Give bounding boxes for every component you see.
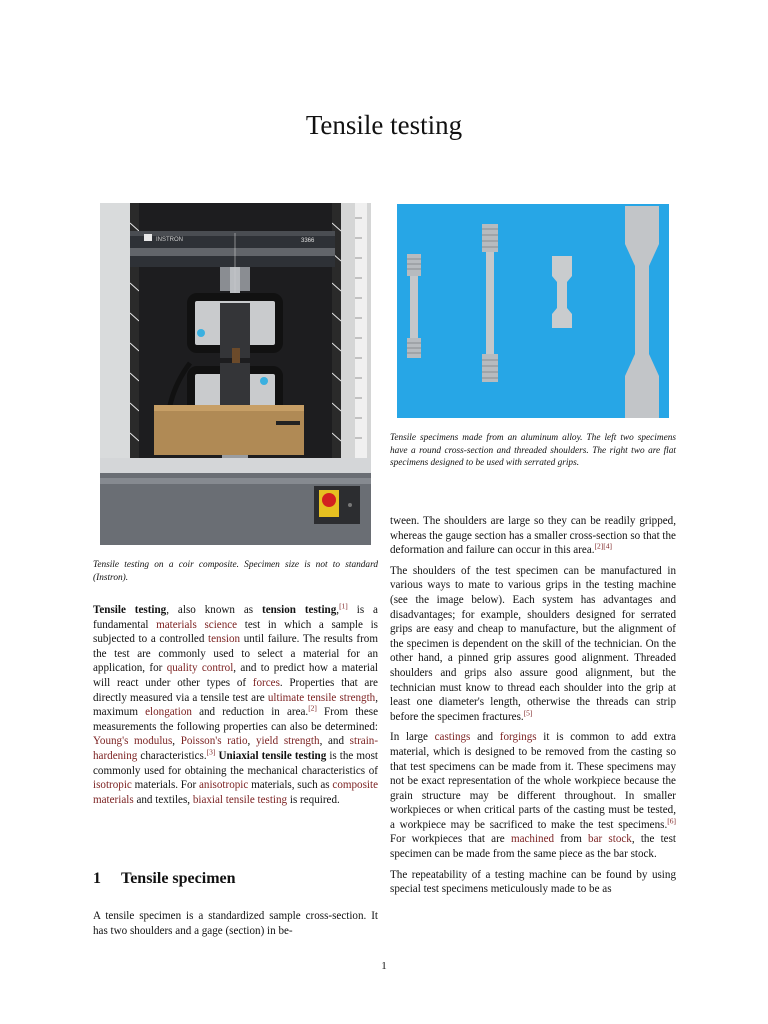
machine-brand-label: INSTRON [156, 237, 183, 243]
term-tension-testing: tension testing [262, 604, 337, 616]
ultimate-tensile-strength-link[interactable]: ultimate tensile strength [267, 691, 376, 704]
intro-text: test in which a sample is subjected to a controlled [93, 618, 378, 646]
paragraph-text: In large [390, 731, 435, 744]
castings-link[interactable]: castings [434, 731, 471, 744]
right-paragraph-4: The repeatability of a testing machine can be found by using special test specimens meticulously made to be as [390, 868, 676, 896]
right-paragraph-3 [390, 730, 676, 861]
tensile-machine-photo [100, 203, 371, 545]
intro-text: , [247, 735, 256, 748]
strain-hardening-link[interactable]: strain-hardening [93, 735, 379, 762]
section-number: 1 [93, 870, 101, 887]
right-column [390, 514, 676, 897]
intro-text: . Properties that are directly measured via a tensile test are [93, 676, 378, 704]
ref-5-link[interactable]: [5] [523, 708, 533, 718]
section1-paragraph: A tensile specimen is a standardized sample cross-section. It has two shoulders and a gage (section) in be- [93, 910, 378, 937]
intro-text: until failure. The results from the test are commonly used to select a material for an application, for [93, 633, 378, 675]
intro-text: and textiles, [133, 793, 193, 806]
quality-control-link[interactable]: quality control [166, 662, 234, 675]
ref-2-link[interactable]: [2] [308, 703, 317, 713]
materials-science-link[interactable]: materials science [156, 618, 238, 631]
section1-column [93, 909, 378, 938]
intro-text: is the most commonly used for obtaining the mechanical characteristics of [93, 749, 378, 777]
paragraph-text: For workpieces that are [390, 833, 511, 846]
specimens-photo-caption: Tensile specimens made from an aluminum alloy. The left two specimens have a round cross-section and threaded shoulders. The right two are flat specimens designed to be used with serrated grips. [390, 433, 676, 469]
section-title: Tensile specimen [121, 870, 236, 887]
tension-link[interactable]: tension [208, 633, 241, 646]
forgings-link[interactable]: forgings [499, 731, 537, 744]
poissons-ratio-link[interactable]: Poisson's ratio [180, 735, 248, 748]
right-paragraph-1 [390, 514, 676, 558]
intro-text: , [172, 735, 181, 748]
intro-text: , also known as [166, 604, 263, 616]
intro-paragraph [93, 603, 378, 807]
intro-text: , and [319, 735, 350, 748]
ref-3-link[interactable]: [3] [206, 747, 216, 757]
intro-column [93, 603, 378, 807]
intro-text: is a fundamental [93, 604, 378, 631]
ref-2-4-link[interactable]: [2][4] [594, 541, 613, 551]
bar-stock-link[interactable]: bar stock [588, 833, 632, 846]
forces-link[interactable]: forces [252, 676, 280, 689]
composite-materials-link[interactable]: composite materials [93, 779, 379, 806]
intro-text: materials. For [131, 779, 199, 792]
section-heading-tensile-specimen [93, 870, 236, 888]
ref-6-link[interactable]: [6] [667, 816, 676, 826]
intro-text: From these measurements the following properties can also be determined: [93, 706, 378, 733]
elongation-link[interactable]: elongation [145, 706, 192, 719]
intro-text: characteristics. [137, 749, 207, 762]
page-title: Tensile testing [305, 110, 463, 140]
paragraph-text: from [554, 833, 589, 846]
intro-text: , and to predict how a material will react under other types of [93, 662, 378, 689]
term-uniaxial-tensile-testing: Uniaxial tensile testing [218, 749, 327, 762]
intro-text: , [336, 604, 340, 616]
intro-text: materials, such as [248, 779, 333, 792]
youngs-modulus-link[interactable]: Young's modulus [93, 735, 173, 748]
right-paragraph-2 [390, 564, 676, 725]
intro-text: and reduction in area. [191, 706, 309, 719]
biaxial-tensile-testing-link[interactable]: biaxial tensile testing [192, 793, 288, 806]
ref-1-link[interactable]: [1] [339, 601, 348, 611]
page-number: 1 [381, 960, 387, 972]
isotropic-link[interactable]: isotropic [93, 779, 132, 792]
paragraph-text: and [470, 731, 500, 744]
tensile-machine-illustration [100, 203, 371, 545]
paragraph-text: The shoulders of the test specimen can be manufactured in various ways to mate to various grips in the testing machine (see the image below). Each system has advantages and disadvantages; for example, shoulders designed for serrated grips are easy and cheap to manufacture, but the alignment of the specimen is dependent on the skill of the technician. On the other hand, a pinned grip assures good alignment. Threaded shoulders and grips also assure good alignment, but the technician must know to thread each shoulder into the grip at least one diameter's length, otherwise the threads can strip before the specimen fractures. [390, 564, 676, 723]
machine-photo-caption: Tensile testing on a coir composite. Specimen size is not to standard (Instron). [93, 560, 378, 583]
paragraph-text: tween. The shoulders are large so they can be readily gripped, whereas the gauge section has a smaller cross-section so that the deformation and failure can occur in this area. [390, 515, 676, 557]
paragraph-text: it is common to add extra material, which is designed to be removed from the casting so that test specimens can be made from it. These specimens may not be exact representation of the whole workpiece because the grain structure may be different throughout. In smaller workpieces or when critical parts of the casting must be tested, a workpiece may be sacrificed to make the test specimens. [390, 731, 676, 831]
term-tensile-testing: Tensile testing [93, 604, 167, 616]
machined-link[interactable]: machined [510, 833, 555, 846]
specimens-photo [397, 204, 669, 418]
paragraph-text: , the test specimen can be made from the same piece as the bar stock. [390, 833, 676, 861]
yield-strength-link[interactable]: yield strength [255, 735, 320, 748]
intro-text: is required. [287, 793, 340, 806]
specimens-illustration [397, 204, 669, 418]
intro-text: , maximum [93, 691, 378, 719]
anisotropic-link[interactable]: anisotropic [199, 779, 249, 792]
machine-model-label: 3366 [301, 238, 315, 244]
